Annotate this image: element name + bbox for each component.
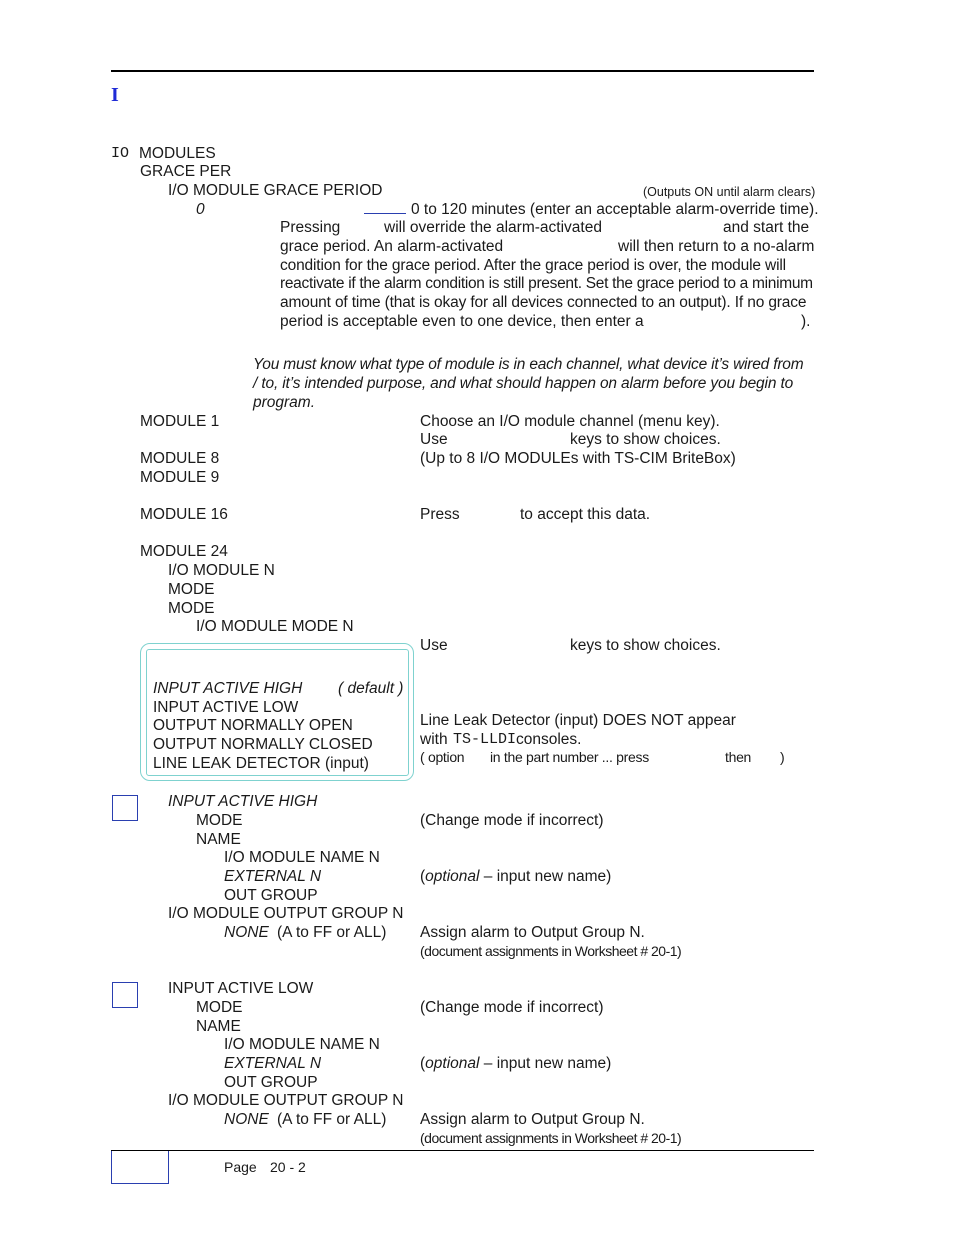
note-line2: / to, it’s intended purpose, and what should happen on alarm before you begin to xyxy=(253,375,794,392)
section-high-mode: MODE xyxy=(196,812,243,829)
section-low-name: NAME xyxy=(196,1018,241,1035)
section-high-document: (document assignments in Worksheet # 20-1) xyxy=(420,943,682,959)
footer-page-label: Page xyxy=(224,1159,257,1175)
top-rule xyxy=(111,70,814,72)
para-line5: amount of time (that is okay for all devices connected to an output). If no grace xyxy=(280,294,807,311)
module-16: MODULE 16 xyxy=(140,506,228,523)
section-heading-initial: I xyxy=(111,84,119,106)
upto-text: (Up to 8 I/O MODULEs with TS-CIM BriteBox) xyxy=(420,450,736,467)
optional-open: ( xyxy=(420,1055,426,1072)
grace-range: 0 to 120 minutes (enter an acceptable alarm-override time). xyxy=(411,201,819,218)
checkbox-input-active-low[interactable] xyxy=(112,982,138,1008)
menu-io-modules: MODULES xyxy=(139,145,216,162)
lld-note-with: with xyxy=(420,731,448,748)
para-line1-c: and start the xyxy=(723,219,810,236)
mode-option-input-active-high: INPUT ACTIVE HIGH xyxy=(153,680,303,697)
para-line1-b: will override the alarm-activated xyxy=(384,219,602,236)
io-prefix: IO xyxy=(111,145,130,162)
module-24: MODULE 24 xyxy=(140,543,228,560)
optional-rest: – input new name) xyxy=(479,868,612,885)
para-line2-a: grace period. An alarm-activated xyxy=(280,238,504,255)
section-low-output-group-n: I/O MODULE OUTPUT GROUP N xyxy=(168,1092,404,1109)
lld-note-line1: Line Leak Detector (input) DOES NOT appear xyxy=(420,712,736,729)
note-line3: program. xyxy=(253,394,316,411)
section-low-change-mode: (Change mode if incorrect) xyxy=(420,999,604,1016)
optional-rest: – input new name) xyxy=(479,1055,612,1072)
section-high-change-mode: (Change mode if incorrect) xyxy=(420,812,604,829)
press-text-b: to accept this data. xyxy=(520,506,651,523)
para-line1-a: Pressing xyxy=(280,219,341,236)
optional-word: optional xyxy=(425,868,480,885)
section-high-optional xyxy=(420,867,611,886)
section-high-output-group-n: I/O MODULE OUTPUT GROUP N xyxy=(168,905,404,922)
section-low-document: (document assignments in Worksheet # 20-1) xyxy=(420,1130,682,1146)
section-high-out-group: OUT GROUP xyxy=(224,887,318,904)
section-low-none: NONE xyxy=(224,1111,269,1128)
io-module-mode-n: I/O MODULE MODE N xyxy=(196,618,354,635)
para-line2-b: will then return to a no-alarm xyxy=(618,238,815,255)
bottom-rule xyxy=(111,1150,814,1151)
section-high-io-module-name-n: I/O MODULE NAME N xyxy=(224,849,380,866)
mode-option-output-normally-closed: OUTPUT NORMALLY CLOSED xyxy=(153,736,373,753)
section-high-range: (A to FF or ALL) xyxy=(277,924,387,941)
mode-label-1: MODE xyxy=(168,581,215,598)
section-low-range: (A to FF or ALL) xyxy=(277,1111,387,1128)
section-high-title: INPUT ACTIVE HIGH xyxy=(168,793,318,810)
section-high-assign: Assign alarm to Output Group N. xyxy=(420,924,645,941)
menu-grace-per: GRACE PER xyxy=(140,163,232,180)
default-tag: ( default ) xyxy=(338,680,404,697)
use-keys-2-b: keys to show choices. xyxy=(570,637,721,654)
lld-note-close: ) xyxy=(780,749,785,765)
note-line1: You must know what type of module is in each channel, what device it’s wired from xyxy=(253,356,804,373)
section-low-assign: Assign alarm to Output Group N. xyxy=(420,1111,645,1128)
optional-open: ( xyxy=(420,868,426,885)
optional-word: optional xyxy=(425,1055,480,1072)
para-line3: condition for the grace period. After the grace period is over, the module will xyxy=(280,257,786,274)
section-low-out-group: OUT GROUP xyxy=(224,1074,318,1091)
section-low-title: INPUT ACTIVE LOW xyxy=(168,980,314,997)
lld-note-consoles: consoles. xyxy=(516,731,582,748)
lld-note-then: then xyxy=(725,749,752,765)
module-8: MODULE 8 xyxy=(140,450,220,467)
section-high-external-n: EXTERNAL N xyxy=(224,868,322,885)
mode-option-line-leak-detector: LINE LEAK DETECTOR (input) xyxy=(153,755,369,772)
mode-option-output-normally-open: OUTPUT NORMALLY OPEN xyxy=(153,717,353,734)
para-line6-a: period is acceptable even to one device, then enter a xyxy=(280,313,644,330)
choose-module-text: Choose an I/O module channel (menu key). xyxy=(420,413,720,430)
underline-mark xyxy=(364,213,406,214)
io-module-n: I/O MODULE N xyxy=(168,562,275,579)
section-high-none: NONE xyxy=(224,924,269,941)
para-line4: reactivate if the alarm condition is still present. Set the grace period to a minimum xyxy=(280,275,813,292)
outputs-note: (Outputs ON until alarm clears) xyxy=(643,185,816,199)
press-text-a: Press xyxy=(420,506,460,523)
footer-page-number: 20 - 2 xyxy=(270,1159,306,1175)
lld-note-code: TS-LLDI xyxy=(453,731,517,748)
section-low-optional xyxy=(420,1054,611,1073)
section-low-external-n: EXTERNAL N xyxy=(224,1055,322,1072)
use-keys-b: keys to show choices. xyxy=(570,431,721,448)
section-low-io-module-name-n: I/O MODULE NAME N xyxy=(224,1036,380,1053)
use-keys-a: Use xyxy=(420,431,448,448)
menu-grace-period: I/O MODULE GRACE PERIOD xyxy=(168,182,383,199)
checkbox-input-active-high[interactable] xyxy=(112,795,138,821)
mode-label-2: MODE xyxy=(168,600,215,617)
lld-note-partnumber: in the part number ... press xyxy=(490,749,649,765)
footer-tab-box xyxy=(111,1151,169,1184)
grace-default-zero: 0 xyxy=(196,201,205,218)
para-line6-b: ). xyxy=(801,313,811,330)
section-low-mode: MODE xyxy=(196,999,243,1016)
lld-note-option: ( option xyxy=(420,749,465,765)
use-keys-2-a: Use xyxy=(420,637,448,654)
module-9: MODULE 9 xyxy=(140,469,220,486)
module-1: MODULE 1 xyxy=(140,413,220,430)
mode-option-input-active-low: INPUT ACTIVE LOW xyxy=(153,699,299,716)
section-high-name: NAME xyxy=(196,831,241,848)
